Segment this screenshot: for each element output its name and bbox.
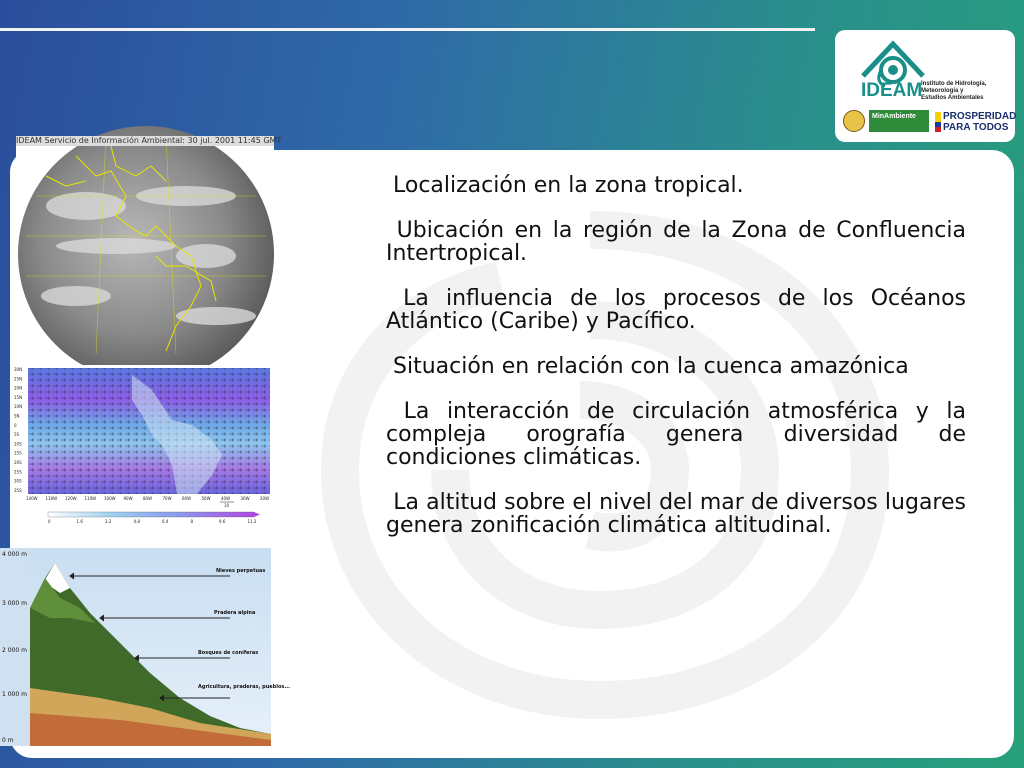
bullet-list xyxy=(386,174,966,559)
wind-map-scale-label: 9.6 xyxy=(219,519,226,524)
logo-subtitle-line-1: Instituto de Hidrología, xyxy=(921,81,987,87)
wind-map-lat-label: 35S xyxy=(14,487,22,493)
slogan-line-1: PROSPERIDAD xyxy=(943,111,1017,122)
colombia-flag-icon xyxy=(935,112,941,132)
header-rule xyxy=(0,28,815,31)
wind-map-scale-label: 11.2 xyxy=(247,519,257,524)
zone-label-agricultura: Agricultura, praderas, pueblos... xyxy=(198,684,291,690)
zone-label-nieves: Nieves perpetuas xyxy=(216,568,266,574)
wind-map-lat-label: 20N xyxy=(14,385,23,391)
bullet-item: La influencia de los procesos de los Océanos Atlántico (Caribe) y Pacífico. xyxy=(386,286,966,334)
wind-map-lat-label: 0 xyxy=(14,422,17,428)
wind-map-lat-label: 15S xyxy=(14,450,22,456)
wind-map-lat-label: 25S xyxy=(14,469,22,475)
height-0: 0 m xyxy=(2,737,14,744)
wind-map-lon-label: 130W xyxy=(45,496,58,501)
wind-map-lon-label: 140W xyxy=(26,496,38,501)
wind-map-lat-label: 5S xyxy=(14,432,20,438)
logo-subtitle-line-2: Meteorología y xyxy=(921,88,964,94)
bullet-item: Ubicación en la región de la Zona de Confluencia Intertropical. xyxy=(386,218,966,266)
wind-map-lon-label: 20W xyxy=(260,496,270,501)
wind-map-lon-label: 90W xyxy=(123,496,133,501)
wind-map-lat-label: 20S xyxy=(14,460,22,465)
zone-label-pradera: Pradera alpina xyxy=(214,610,256,616)
ideam-name: IDEAM xyxy=(861,80,923,101)
wind-map-lat-label: 15N xyxy=(14,394,23,400)
altitude-zones-figure xyxy=(0,548,291,746)
wind-map-lon-label: 70W xyxy=(162,496,172,501)
wind-map-scale-label: 4.8 xyxy=(133,519,140,524)
ideam-logo-box xyxy=(835,30,1015,142)
wind-map-lon-label: 40W xyxy=(221,496,231,501)
satellite-image-figure xyxy=(16,136,282,354)
height-2000: 2 000 m xyxy=(2,647,27,654)
wind-map-lat-label: 30S xyxy=(14,478,22,484)
height-4000: 4 000 m xyxy=(2,551,27,558)
bullet-item: La interacción de circulación atmosférica y la compleja orografía genera diversidad de condiciones climáticas. xyxy=(386,399,967,470)
colombia-seal-icon xyxy=(843,110,865,132)
slogan-line-2: PARA TODOS xyxy=(943,122,1009,133)
wind-map-scale-label: 3.2 xyxy=(105,519,112,524)
wind-map-lon-label: 100W xyxy=(104,496,116,501)
wind-map-lon-label: 110W xyxy=(84,496,97,501)
wind-circulation-map-figure xyxy=(12,365,274,525)
wind-map-lon-label: 120W xyxy=(65,496,77,501)
wind-map-lat-label: 30N xyxy=(14,367,23,372)
wind-map-scale-label: 8 xyxy=(190,519,194,524)
wind-map-scale-label: 6.4 xyxy=(162,519,169,524)
wind-map-lat-label: 5N xyxy=(14,413,20,419)
bullet-item: Situación en relación con la cuenca amazónica xyxy=(393,354,909,379)
wind-map-lon-label: 60W xyxy=(182,496,192,501)
wind-map-lat-label: 25N xyxy=(14,376,23,382)
logo-subtitle-line-3: Estudios Ambientales xyxy=(921,95,984,101)
height-3000: 3 000 m xyxy=(2,600,27,607)
wind-map-lon-label: 30W xyxy=(240,496,250,501)
ministry-badge: MinAmbiente xyxy=(869,110,929,132)
scale-unit: 10 xyxy=(224,503,230,508)
wind-map-scale-label: 0 xyxy=(48,519,51,524)
wind-map-lat-label: 10S xyxy=(14,441,22,447)
wind-map-lon-label: 50W xyxy=(201,496,211,501)
height-1000: 1 000 m xyxy=(2,691,27,698)
bullet-item: La altitud sobre el nivel del mar de diversos lugares genera zonificación climática altitudinal. xyxy=(386,490,966,538)
zone-label-bosques: Bosques de coníferas xyxy=(198,650,259,656)
wind-map-lat-label: 10N xyxy=(14,404,23,410)
satellite-caption: IDEAM Servicio de Información Ambiental: 30 jul. 2001 11:45 GMT xyxy=(16,136,282,145)
wind-map-lon-label: 80W xyxy=(143,496,153,501)
bullet-item: Localización en la zona tropical. xyxy=(393,173,744,198)
wind-map-scale-label: 1.6 xyxy=(76,519,83,524)
